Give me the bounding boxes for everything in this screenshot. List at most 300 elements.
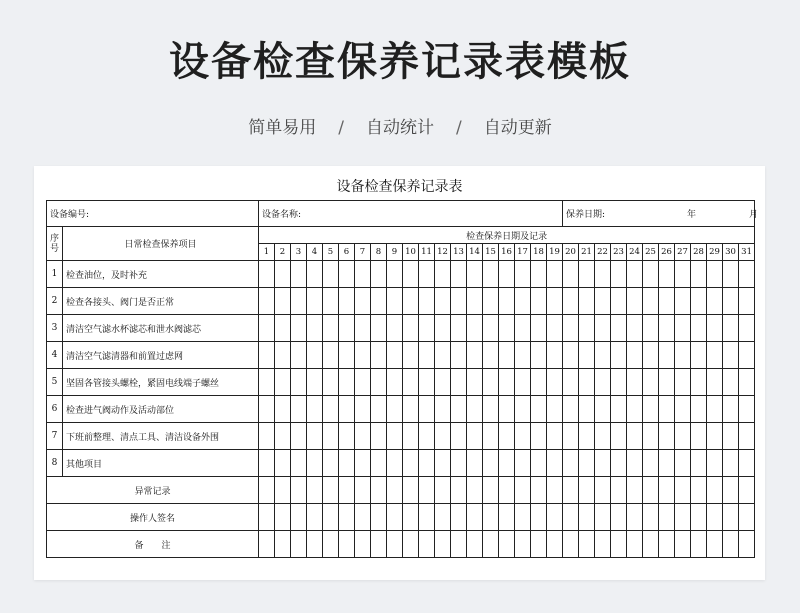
record-cell[interactable] <box>595 396 611 423</box>
record-cell[interactable] <box>547 261 563 288</box>
record-cell[interactable] <box>739 504 755 531</box>
record-cell[interactable] <box>467 342 483 369</box>
record-cell[interactable] <box>675 315 691 342</box>
record-cell[interactable] <box>659 261 675 288</box>
record-cell[interactable] <box>499 288 515 315</box>
record-cell[interactable] <box>403 288 419 315</box>
record-cell[interactable] <box>403 396 419 423</box>
record-cell[interactable] <box>483 477 499 504</box>
record-cell[interactable] <box>339 450 355 477</box>
record-cell[interactable] <box>691 423 707 450</box>
record-cell[interactable] <box>547 477 563 504</box>
record-cell[interactable] <box>531 477 547 504</box>
record-cell[interactable] <box>387 477 403 504</box>
record-cell[interactable] <box>307 369 323 396</box>
record-cell[interactable] <box>611 477 627 504</box>
record-cell[interactable] <box>627 315 643 342</box>
record-cell[interactable] <box>355 423 371 450</box>
record-cell[interactable] <box>371 261 387 288</box>
record-cell[interactable] <box>435 396 451 423</box>
record-cell[interactable] <box>723 288 739 315</box>
record-cell[interactable] <box>483 396 499 423</box>
record-cell[interactable] <box>451 369 467 396</box>
record-cell[interactable] <box>307 315 323 342</box>
record-cell[interactable] <box>707 396 723 423</box>
record-cell[interactable] <box>643 396 659 423</box>
record-cell[interactable] <box>323 531 339 558</box>
record-cell[interactable] <box>371 450 387 477</box>
record-cell[interactable] <box>563 315 579 342</box>
record-cell[interactable] <box>419 315 435 342</box>
record-cell[interactable] <box>691 342 707 369</box>
record-cell[interactable] <box>515 477 531 504</box>
record-cell[interactable] <box>259 261 275 288</box>
record-cell[interactable] <box>499 396 515 423</box>
record-cell[interactable] <box>419 342 435 369</box>
record-cell[interactable] <box>467 450 483 477</box>
record-cell[interactable] <box>707 288 723 315</box>
record-cell[interactable] <box>675 423 691 450</box>
record-cell[interactable] <box>723 450 739 477</box>
record-cell[interactable] <box>627 450 643 477</box>
record-cell[interactable] <box>259 504 275 531</box>
record-cell[interactable] <box>579 477 595 504</box>
record-cell[interactable] <box>451 342 467 369</box>
record-cell[interactable] <box>515 423 531 450</box>
record-cell[interactable] <box>355 396 371 423</box>
record-cell[interactable] <box>291 531 307 558</box>
record-cell[interactable] <box>739 288 755 315</box>
record-cell[interactable] <box>627 477 643 504</box>
record-cell[interactable] <box>323 261 339 288</box>
record-cell[interactable] <box>387 288 403 315</box>
record-cell[interactable] <box>259 315 275 342</box>
record-cell[interactable] <box>611 369 627 396</box>
record-cell[interactable] <box>483 342 499 369</box>
record-cell[interactable] <box>339 369 355 396</box>
record-cell[interactable] <box>611 531 627 558</box>
record-cell[interactable] <box>467 423 483 450</box>
record-cell[interactable] <box>355 315 371 342</box>
record-cell[interactable] <box>483 450 499 477</box>
record-cell[interactable] <box>691 288 707 315</box>
record-cell[interactable] <box>275 450 291 477</box>
record-cell[interactable] <box>595 477 611 504</box>
record-cell[interactable] <box>579 396 595 423</box>
record-cell[interactable] <box>627 261 643 288</box>
record-cell[interactable] <box>403 369 419 396</box>
record-cell[interactable] <box>611 423 627 450</box>
record-cell[interactable] <box>547 531 563 558</box>
record-cell[interactable] <box>595 450 611 477</box>
record-cell[interactable] <box>547 342 563 369</box>
record-cell[interactable] <box>691 369 707 396</box>
record-cell[interactable] <box>387 342 403 369</box>
record-cell[interactable] <box>259 288 275 315</box>
record-cell[interactable] <box>323 504 339 531</box>
record-cell[interactable] <box>291 288 307 315</box>
record-cell[interactable] <box>707 261 723 288</box>
record-cell[interactable] <box>419 531 435 558</box>
record-cell[interactable] <box>339 396 355 423</box>
record-cell[interactable] <box>483 315 499 342</box>
record-cell[interactable] <box>371 288 387 315</box>
record-cell[interactable] <box>419 396 435 423</box>
equipment-name-field[interactable]: 设备名称: <box>259 201 563 227</box>
record-cell[interactable] <box>467 261 483 288</box>
record-cell[interactable] <box>515 261 531 288</box>
record-cell[interactable] <box>435 450 451 477</box>
record-cell[interactable] <box>627 396 643 423</box>
record-cell[interactable] <box>643 504 659 531</box>
record-cell[interactable] <box>355 342 371 369</box>
record-cell[interactable] <box>707 450 723 477</box>
record-cell[interactable] <box>531 261 547 288</box>
record-cell[interactable] <box>659 423 675 450</box>
record-cell[interactable] <box>419 288 435 315</box>
record-cell[interactable] <box>339 288 355 315</box>
record-cell[interactable] <box>499 423 515 450</box>
record-cell[interactable] <box>435 261 451 288</box>
record-cell[interactable] <box>355 261 371 288</box>
record-cell[interactable] <box>451 288 467 315</box>
record-cell[interactable] <box>291 261 307 288</box>
record-cell[interactable] <box>355 288 371 315</box>
record-cell[interactable] <box>307 288 323 315</box>
record-cell[interactable] <box>659 531 675 558</box>
record-cell[interactable] <box>627 369 643 396</box>
record-cell[interactable] <box>515 288 531 315</box>
record-cell[interactable] <box>563 396 579 423</box>
record-cell[interactable] <box>355 450 371 477</box>
record-cell[interactable] <box>355 504 371 531</box>
record-cell[interactable] <box>627 288 643 315</box>
record-cell[interactable] <box>275 531 291 558</box>
record-cell[interactable] <box>307 342 323 369</box>
record-cell[interactable] <box>739 531 755 558</box>
record-cell[interactable] <box>531 369 547 396</box>
record-cell[interactable] <box>707 477 723 504</box>
record-cell[interactable] <box>419 369 435 396</box>
record-cell[interactable] <box>435 423 451 450</box>
record-cell[interactable] <box>339 315 355 342</box>
record-cell[interactable] <box>531 531 547 558</box>
record-cell[interactable] <box>387 261 403 288</box>
record-cell[interactable] <box>675 504 691 531</box>
record-cell[interactable] <box>579 450 595 477</box>
record-cell[interactable] <box>579 504 595 531</box>
record-cell[interactable] <box>515 450 531 477</box>
record-cell[interactable] <box>499 342 515 369</box>
record-cell[interactable] <box>371 531 387 558</box>
record-cell[interactable] <box>675 261 691 288</box>
record-cell[interactable] <box>291 396 307 423</box>
record-cell[interactable] <box>739 369 755 396</box>
record-cell[interactable] <box>291 342 307 369</box>
record-cell[interactable] <box>259 477 275 504</box>
record-cell[interactable] <box>659 315 675 342</box>
record-cell[interactable] <box>579 531 595 558</box>
record-cell[interactable] <box>563 261 579 288</box>
record-cell[interactable] <box>499 261 515 288</box>
record-cell[interactable] <box>275 288 291 315</box>
record-cell[interactable] <box>643 477 659 504</box>
record-cell[interactable] <box>563 504 579 531</box>
record-cell[interactable] <box>435 342 451 369</box>
record-cell[interactable] <box>531 342 547 369</box>
record-cell[interactable] <box>739 396 755 423</box>
record-cell[interactable] <box>499 369 515 396</box>
record-cell[interactable] <box>691 504 707 531</box>
record-cell[interactable] <box>259 396 275 423</box>
record-cell[interactable] <box>467 477 483 504</box>
record-cell[interactable] <box>611 450 627 477</box>
record-cell[interactable] <box>579 315 595 342</box>
record-cell[interactable] <box>435 477 451 504</box>
record-cell[interactable] <box>595 504 611 531</box>
record-cell[interactable] <box>451 504 467 531</box>
record-cell[interactable] <box>387 531 403 558</box>
record-cell[interactable] <box>323 315 339 342</box>
record-cell[interactable] <box>675 450 691 477</box>
record-cell[interactable] <box>563 450 579 477</box>
record-cell[interactable] <box>547 315 563 342</box>
record-cell[interactable] <box>595 315 611 342</box>
record-cell[interactable] <box>627 342 643 369</box>
record-cell[interactable] <box>723 261 739 288</box>
record-cell[interactable] <box>531 504 547 531</box>
record-cell[interactable] <box>643 423 659 450</box>
record-cell[interactable] <box>323 369 339 396</box>
record-cell[interactable] <box>307 504 323 531</box>
record-cell[interactable] <box>675 369 691 396</box>
record-cell[interactable] <box>611 396 627 423</box>
record-cell[interactable] <box>579 261 595 288</box>
record-cell[interactable] <box>323 396 339 423</box>
record-cell[interactable] <box>467 504 483 531</box>
record-cell[interactable] <box>403 504 419 531</box>
record-cell[interactable] <box>547 423 563 450</box>
record-cell[interactable] <box>611 342 627 369</box>
record-cell[interactable] <box>643 342 659 369</box>
record-cell[interactable] <box>643 261 659 288</box>
record-cell[interactable] <box>371 315 387 342</box>
record-cell[interactable] <box>723 342 739 369</box>
record-cell[interactable] <box>323 450 339 477</box>
record-cell[interactable] <box>691 315 707 342</box>
record-cell[interactable] <box>451 531 467 558</box>
record-cell[interactable] <box>355 369 371 396</box>
record-cell[interactable] <box>531 315 547 342</box>
record-cell[interactable] <box>355 477 371 504</box>
record-cell[interactable] <box>531 288 547 315</box>
record-cell[interactable] <box>739 342 755 369</box>
record-cell[interactable] <box>467 396 483 423</box>
record-cell[interactable] <box>387 396 403 423</box>
record-cell[interactable] <box>435 369 451 396</box>
record-cell[interactable] <box>515 369 531 396</box>
record-cell[interactable] <box>579 423 595 450</box>
record-cell[interactable] <box>643 288 659 315</box>
record-cell[interactable] <box>659 396 675 423</box>
record-cell[interactable] <box>499 531 515 558</box>
record-cell[interactable] <box>307 450 323 477</box>
record-cell[interactable] <box>419 450 435 477</box>
record-cell[interactable] <box>419 423 435 450</box>
record-cell[interactable] <box>707 369 723 396</box>
record-cell[interactable] <box>659 288 675 315</box>
record-cell[interactable] <box>355 531 371 558</box>
record-cell[interactable] <box>707 504 723 531</box>
record-cell[interactable] <box>579 369 595 396</box>
record-cell[interactable] <box>659 450 675 477</box>
record-cell[interactable] <box>259 342 275 369</box>
record-cell[interactable] <box>691 396 707 423</box>
record-cell[interactable] <box>387 450 403 477</box>
record-cell[interactable] <box>531 423 547 450</box>
record-cell[interactable] <box>435 504 451 531</box>
record-cell[interactable] <box>467 315 483 342</box>
record-cell[interactable] <box>323 342 339 369</box>
record-cell[interactable] <box>371 369 387 396</box>
record-cell[interactable] <box>291 369 307 396</box>
record-cell[interactable] <box>275 315 291 342</box>
record-cell[interactable] <box>339 477 355 504</box>
record-cell[interactable] <box>595 261 611 288</box>
record-cell[interactable] <box>595 423 611 450</box>
record-cell[interactable] <box>483 423 499 450</box>
record-cell[interactable] <box>483 504 499 531</box>
record-cell[interactable] <box>419 261 435 288</box>
record-cell[interactable] <box>675 288 691 315</box>
record-cell[interactable] <box>563 342 579 369</box>
record-cell[interactable] <box>483 288 499 315</box>
record-cell[interactable] <box>611 288 627 315</box>
record-cell[interactable] <box>643 369 659 396</box>
record-cell[interactable] <box>259 423 275 450</box>
record-cell[interactable] <box>723 315 739 342</box>
record-cell[interactable] <box>291 450 307 477</box>
record-cell[interactable] <box>643 315 659 342</box>
record-cell[interactable] <box>403 342 419 369</box>
record-cell[interactable] <box>547 396 563 423</box>
record-cell[interactable] <box>675 531 691 558</box>
record-cell[interactable] <box>595 369 611 396</box>
record-cell[interactable] <box>275 261 291 288</box>
record-cell[interactable] <box>739 315 755 342</box>
record-cell[interactable] <box>387 423 403 450</box>
record-cell[interactable] <box>435 315 451 342</box>
record-cell[interactable] <box>307 396 323 423</box>
record-cell[interactable] <box>579 342 595 369</box>
record-cell[interactable] <box>483 369 499 396</box>
record-cell[interactable] <box>691 477 707 504</box>
record-cell[interactable] <box>307 477 323 504</box>
record-cell[interactable] <box>403 315 419 342</box>
record-cell[interactable] <box>403 450 419 477</box>
record-cell[interactable] <box>435 288 451 315</box>
record-cell[interactable] <box>563 477 579 504</box>
record-cell[interactable] <box>451 261 467 288</box>
record-cell[interactable] <box>387 315 403 342</box>
record-cell[interactable] <box>291 423 307 450</box>
record-cell[interactable] <box>675 342 691 369</box>
record-cell[interactable] <box>707 315 723 342</box>
record-cell[interactable] <box>499 450 515 477</box>
record-cell[interactable] <box>563 423 579 450</box>
record-cell[interactable] <box>419 477 435 504</box>
record-cell[interactable] <box>467 531 483 558</box>
record-cell[interactable] <box>371 396 387 423</box>
record-cell[interactable] <box>739 450 755 477</box>
record-cell[interactable] <box>403 531 419 558</box>
record-cell[interactable] <box>387 369 403 396</box>
record-cell[interactable] <box>675 396 691 423</box>
record-cell[interactable] <box>595 531 611 558</box>
record-cell[interactable] <box>339 531 355 558</box>
record-cell[interactable] <box>259 450 275 477</box>
record-cell[interactable] <box>307 423 323 450</box>
record-cell[interactable] <box>707 342 723 369</box>
record-cell[interactable] <box>723 477 739 504</box>
record-cell[interactable] <box>707 423 723 450</box>
record-cell[interactable] <box>371 504 387 531</box>
record-cell[interactable] <box>371 423 387 450</box>
record-cell[interactable] <box>483 261 499 288</box>
record-cell[interactable] <box>323 423 339 450</box>
record-cell[interactable] <box>659 342 675 369</box>
record-cell[interactable] <box>275 423 291 450</box>
record-cell[interactable] <box>627 531 643 558</box>
record-cell[interactable] <box>403 423 419 450</box>
record-cell[interactable] <box>547 450 563 477</box>
equipment-number-field[interactable]: 设备编号: <box>47 201 259 227</box>
record-cell[interactable] <box>531 396 547 423</box>
record-cell[interactable] <box>419 504 435 531</box>
record-cell[interactable] <box>547 369 563 396</box>
record-cell[interactable] <box>371 477 387 504</box>
record-cell[interactable] <box>499 504 515 531</box>
record-cell[interactable] <box>595 288 611 315</box>
record-cell[interactable] <box>643 531 659 558</box>
record-cell[interactable] <box>611 504 627 531</box>
record-cell[interactable] <box>275 369 291 396</box>
record-cell[interactable] <box>723 423 739 450</box>
record-cell[interactable] <box>307 531 323 558</box>
record-cell[interactable] <box>723 396 739 423</box>
record-cell[interactable] <box>339 423 355 450</box>
record-cell[interactable] <box>259 531 275 558</box>
record-cell[interactable] <box>275 396 291 423</box>
record-cell[interactable] <box>563 288 579 315</box>
record-cell[interactable] <box>739 261 755 288</box>
record-cell[interactable] <box>291 315 307 342</box>
record-cell[interactable] <box>451 477 467 504</box>
record-cell[interactable] <box>499 477 515 504</box>
record-cell[interactable] <box>643 450 659 477</box>
record-cell[interactable] <box>291 477 307 504</box>
record-cell[interactable] <box>547 504 563 531</box>
record-cell[interactable] <box>275 504 291 531</box>
record-cell[interactable] <box>339 261 355 288</box>
record-cell[interactable] <box>611 261 627 288</box>
record-cell[interactable] <box>307 261 323 288</box>
record-cell[interactable] <box>659 477 675 504</box>
record-cell[interactable] <box>371 342 387 369</box>
record-cell[interactable] <box>707 531 723 558</box>
record-cell[interactable] <box>611 315 627 342</box>
record-cell[interactable] <box>627 504 643 531</box>
